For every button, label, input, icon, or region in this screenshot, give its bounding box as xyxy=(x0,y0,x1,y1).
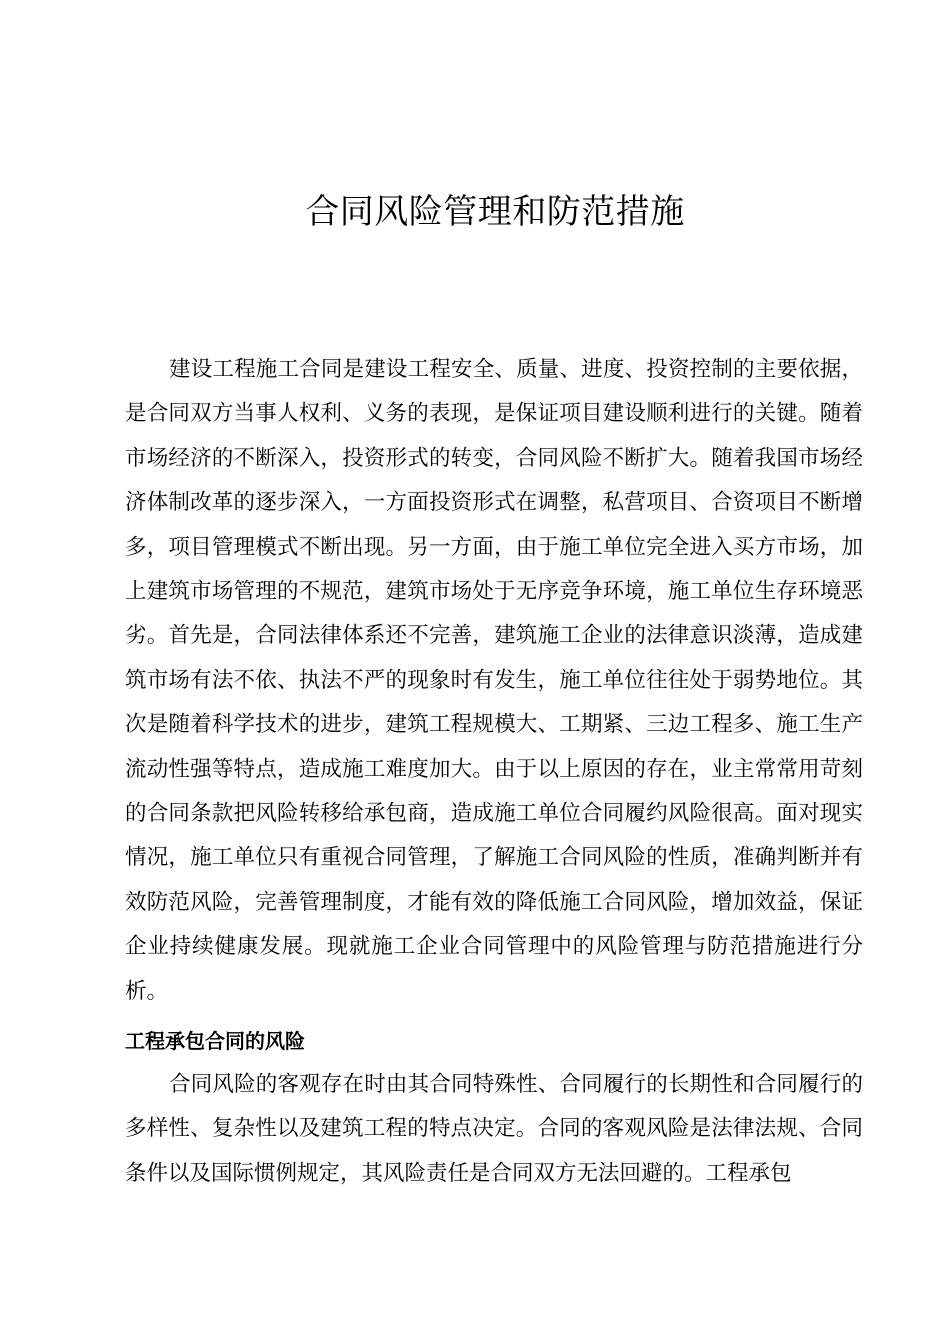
document-title: 合同风险管理和防范措施 xyxy=(305,192,685,232)
section-paragraph: 合同风险的客观存在时由其合同特殊性、合同履行的长期性和合同履行的多样性、复杂性以及建筑工程的特点决定。合同的客观风险是法律法规、合同条件以及国际惯例规定，其风险责任是合同双方无法回避的。工程承包 xyxy=(125,1072,863,1186)
section-heading: 工程承包合同的风险 xyxy=(125,1029,305,1053)
intro-paragraph: 建设工程施工合同是建设工程安全、质量、进度、投资控制的主要依据，是合同双方当事人权利、义务的表现，是保证项目建设顺利进行的关键。随着市场经济的不断深入，投资形式的转变，合同风险不断扩大。随着我国市场经济体制改革的逐步深入，一方面投资形式在调整，私营项目、合资项目不断增多，项目管理模式不断出现。另一方面，由于施工单位完全进入买方市场，加上建筑市场管理的不规范，建筑市场处于无序竞争环境，施工单位生存环境恶劣。首先是，合同法律体系还不完善，建筑施工企业的法律意识淡薄，造成建筑市场有法不依、执法不严的现象时有发生，施工单位往往处于弱势地位。其次是随着科学技术的进步，建筑工程规模大、工期紧、三边工程多、施工生产流动性强等特点，造成施工难度加大。由于以上原因的存在，业主常常用苛刻的合同条款把风险转移给承包商，造成施工单位合同履约风险很高。面对现实情况，施工单位只有重视合同管理，了解施工合同风险的性质，准确判断并有效防范风险，完善管理制度，才能有效的降低施工合同风险，增加效益，保证企业持续健康发展。现就施工企业合同管理中的风险管理与防范措施进行分析。 xyxy=(125,357,863,1004)
